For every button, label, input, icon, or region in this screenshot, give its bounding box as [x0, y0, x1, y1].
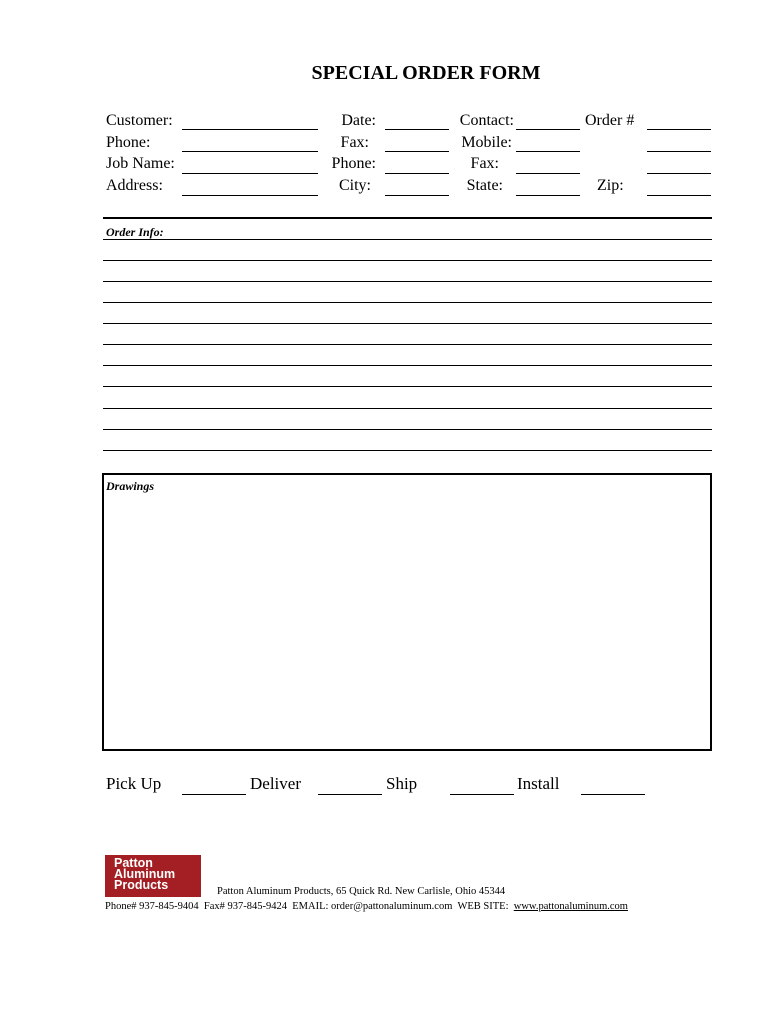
- order-info-line[interactable]: [103, 281, 712, 282]
- deliver-field[interactable]: [318, 794, 382, 795]
- mobile-field[interactable]: [516, 151, 580, 152]
- order-info-line[interactable]: [103, 344, 712, 345]
- order-info-line[interactable]: [103, 239, 712, 240]
- footer-phone: Phone# 937-845-9404: [105, 901, 199, 912]
- ship-field[interactable]: [450, 794, 514, 795]
- page-title: SPECIAL ORDER FORM: [311, 62, 541, 84]
- city-label: City:: [338, 177, 371, 194]
- job-name-label: Job Name:: [106, 155, 175, 172]
- footer-contact-line: [105, 901, 628, 912]
- logo-line: Patton: [114, 856, 153, 870]
- fax2-label: Fax:: [470, 155, 499, 172]
- phone2-field[interactable]: [385, 173, 449, 174]
- order-info-line[interactable]: [103, 408, 712, 409]
- order-number-label: Order #: [585, 112, 635, 129]
- address-label: Address:: [106, 177, 163, 194]
- drawings-box[interactable]: [102, 473, 712, 751]
- logo-line: Aluminum: [114, 867, 176, 881]
- footer-website-link[interactable]: www.pattonaluminum.com: [513, 901, 628, 912]
- order-info-line[interactable]: [103, 302, 712, 303]
- order-info-line[interactable]: [103, 450, 712, 451]
- deliver-label: Deliver: [250, 774, 301, 793]
- fax2-field[interactable]: [516, 173, 580, 174]
- order-info-line[interactable]: [103, 365, 712, 366]
- zip-label: Zip:: [597, 177, 624, 194]
- footer-address: Patton Aluminum Products, 65 Quick Rd. New Carlisle, Ohio 45344: [217, 886, 506, 897]
- contact-label: Contact:: [459, 112, 514, 129]
- install-label: Install: [517, 774, 560, 793]
- footer-fax: Fax# 937-845-9424: [203, 901, 287, 912]
- install-field[interactable]: [581, 794, 645, 795]
- drawings-label: Drawings: [106, 479, 155, 493]
- phone2-label: Phone:: [331, 155, 376, 172]
- order-info-line[interactable]: [103, 260, 712, 261]
- order-info-label: Order Info:: [106, 225, 164, 239]
- order-info-line[interactable]: [103, 429, 712, 430]
- customer-field[interactable]: [182, 129, 318, 130]
- company-logo: [105, 855, 201, 897]
- city-field[interactable]: [385, 195, 449, 196]
- date-label: Date:: [341, 112, 376, 129]
- zip-field[interactable]: [647, 195, 711, 196]
- order-info-line[interactable]: [103, 323, 712, 324]
- footer-website-label: WEB SITE:: [457, 901, 509, 912]
- state-label: State:: [466, 177, 503, 194]
- logo-line: Products: [114, 878, 169, 892]
- pickup-label: Pick Up: [106, 774, 162, 793]
- state-field[interactable]: [516, 195, 580, 196]
- job-name-field[interactable]: [182, 173, 318, 174]
- mobile-label: Mobile:: [461, 134, 512, 151]
- contact-field[interactable]: [516, 129, 580, 130]
- fax-label: Fax:: [340, 134, 369, 151]
- order-extra-field-1[interactable]: [647, 151, 711, 152]
- phone-field[interactable]: [182, 151, 318, 152]
- ship-label: Ship: [386, 774, 418, 793]
- address-field[interactable]: [182, 195, 318, 196]
- footer-email: EMAIL: order@pattonaluminum.com: [292, 901, 453, 912]
- customer-label: Customer:: [106, 112, 173, 129]
- order-info-line[interactable]: [103, 386, 712, 387]
- order-number-field[interactable]: [647, 129, 711, 130]
- section-divider: [103, 217, 712, 219]
- phone-label: Phone:: [106, 134, 151, 151]
- order-extra-field-2[interactable]: [647, 173, 711, 174]
- pickup-field[interactable]: [182, 794, 246, 795]
